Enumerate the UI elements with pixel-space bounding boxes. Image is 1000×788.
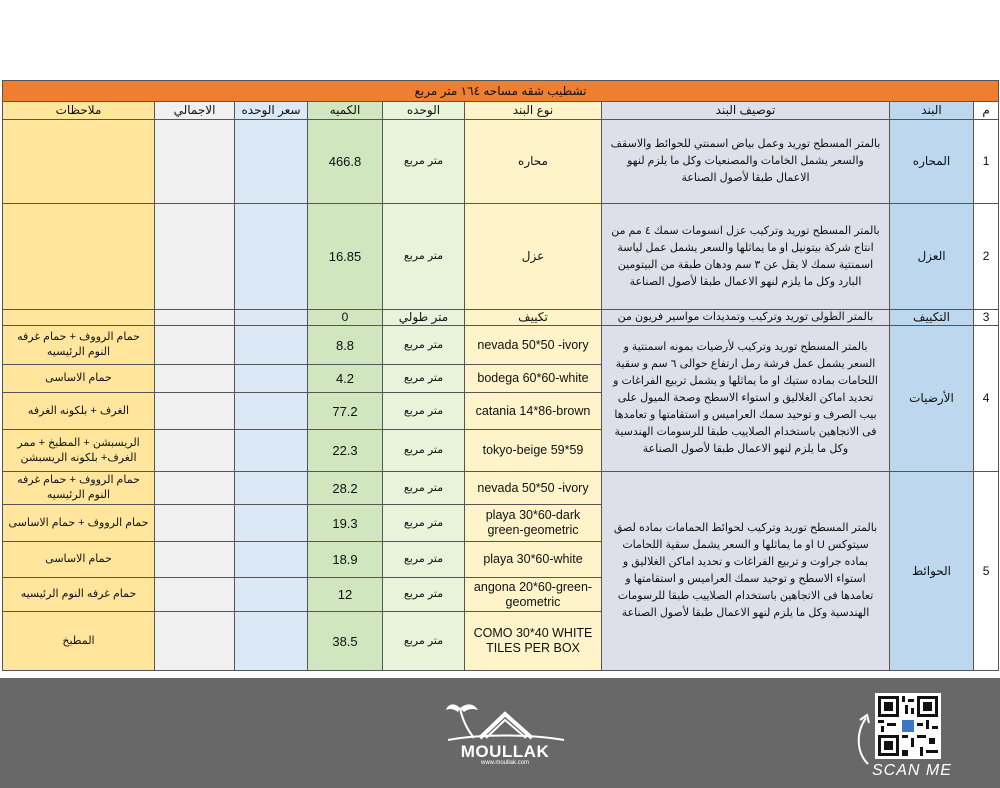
house-palm-icon bbox=[440, 700, 570, 744]
type-cell: tokyo-beige 59*59 bbox=[465, 430, 602, 472]
unit-price-cell bbox=[235, 578, 308, 612]
header-item: البند bbox=[890, 102, 974, 120]
notes-cell: الغرف + بلكونه الغرفه bbox=[3, 393, 155, 430]
desc-cell: بالمتر المسطح توريد وتركيب عزل انسومات سمك ٤ مم من انتاج شركة بيتونيل او ما يماثلها والسعر يشمل عمل لياسة اسمنتية سمك لا يقل عن ٣ سم ودهان طبقة من البيتومين البارد وكل ما يلزم لنهو الاعمال طبقا لأصول الصناعة bbox=[602, 204, 890, 310]
type-cell: تكييف bbox=[465, 310, 602, 326]
unit-cell: متر مربع bbox=[383, 542, 465, 578]
qty-cell: 19.3 bbox=[308, 505, 383, 542]
total-cell bbox=[155, 578, 235, 612]
unit-price-cell bbox=[235, 310, 308, 326]
desc-cell: بالمتر المسطح توريد وتركيب لأرضيات بمونه اسمنتية و السعر يشمل عمل فرشة رمل ارتفاع حوالى ٦ سم و سقية اللحامات بماده ستيك او ما يماثلها و يشمل تربيع الفراغات و تحديد اماكن الغلاليق و استواء الاسطح وصحة الميول على بيب الصرف و توحيد سمك العراميس و استقامتها و تعامدها فى الاتجاهين باستخدام الصلاييب طبقا للرسومات الهندسية وكل ما يلزم لنهو الاعمال طبقا لأصول الصناعة bbox=[602, 326, 890, 472]
unit-price-cell bbox=[235, 430, 308, 472]
header-desc: توصيف البند bbox=[602, 102, 890, 120]
quantities-sheet bbox=[2, 80, 998, 671]
notes-cell: الريسبشن + المطبخ + ممر الغرف+ بلكونه الريسبشن bbox=[3, 430, 155, 472]
type-cell: catania 14*86-brown bbox=[465, 393, 602, 430]
item-cell: المحاره bbox=[890, 120, 974, 204]
qr-code-icon[interactable] bbox=[875, 693, 941, 759]
table-row bbox=[3, 326, 999, 365]
notes-cell: المطبخ bbox=[3, 612, 155, 671]
unit-price-cell bbox=[235, 120, 308, 204]
unit-price-cell bbox=[235, 612, 308, 671]
total-cell bbox=[155, 365, 235, 393]
total-cell bbox=[155, 393, 235, 430]
moullak-logo bbox=[440, 700, 570, 776]
unit-price-cell bbox=[235, 204, 308, 310]
total-cell bbox=[155, 542, 235, 578]
total-cell bbox=[155, 120, 235, 204]
qty-cell: 16.85 bbox=[308, 204, 383, 310]
total-cell bbox=[155, 472, 235, 505]
type-cell: nevada 50*50 -ivory bbox=[465, 472, 602, 505]
type-cell: angona 20*60-green-geometric bbox=[465, 578, 602, 612]
desc-cell: بالمتر الطولى توريد وتركيب وتمديدات مواسير فريون من bbox=[602, 310, 890, 326]
no-cell: 1 bbox=[974, 120, 999, 204]
unit-price-cell bbox=[235, 365, 308, 393]
unit-cell: متر مربع bbox=[383, 472, 465, 505]
unit-cell: متر مربع bbox=[383, 430, 465, 472]
header-unit-price: سعر الوحده bbox=[235, 102, 308, 120]
type-cell: عزل bbox=[465, 204, 602, 310]
title-row bbox=[3, 81, 999, 102]
total-cell bbox=[155, 310, 235, 326]
curved-arrow-icon bbox=[852, 712, 876, 766]
desc-cell: بالمتر المسطح توريد وتركيب لحوائط الحمامات بماده لصق سيتوكس U او ما يماثلها و السعر يشمل سقية اللحامات بماده جراوت و تربيع الفراغات و تحديد اماكن الغلاليق و استواء الاسطح و توحيد سمك العراميس و استقامتها و تعامدها فى الاتجاهين باستخدام الصلاييب طبقا للرسومات الهندسية وكل ما يلزم لنهو الاعمال طبقا لأصول الصناعة bbox=[602, 472, 890, 671]
notes-cell bbox=[3, 204, 155, 310]
unit-cell: متر مربع bbox=[383, 393, 465, 430]
unit-price-cell bbox=[235, 472, 308, 505]
qty-cell: 77.2 bbox=[308, 393, 383, 430]
type-cell: nevada 50*50 -ivory bbox=[465, 326, 602, 365]
table-row bbox=[3, 120, 999, 204]
brand-name: MOULLAK bbox=[460, 742, 550, 761]
qty-cell: 18.9 bbox=[308, 542, 383, 578]
type-cell: bodega 60*60-white bbox=[465, 365, 602, 393]
unit-price-cell bbox=[235, 505, 308, 542]
no-cell: 4 bbox=[974, 326, 999, 472]
unit-cell: متر مربع bbox=[383, 326, 465, 365]
type-cell: playa 30*60-white bbox=[465, 542, 602, 578]
qty-cell: 466.8 bbox=[308, 120, 383, 204]
header-no: م bbox=[974, 102, 999, 120]
total-cell bbox=[155, 326, 235, 365]
header-row bbox=[3, 102, 999, 120]
no-cell: 3 bbox=[974, 310, 999, 326]
unit-cell: متر مربع bbox=[383, 120, 465, 204]
unit-cell: متر مربع bbox=[383, 612, 465, 671]
notes-cell: حمام الرووف + حمام غرفه النوم الرئيسيه bbox=[3, 472, 155, 505]
item-cell: الأرضيات bbox=[890, 326, 974, 472]
item-cell: الحوائط bbox=[890, 472, 974, 671]
type-cell: محاره bbox=[465, 120, 602, 204]
qty-cell: 12 bbox=[308, 578, 383, 612]
no-cell: 2 bbox=[974, 204, 999, 310]
qty-cell: 8.8 bbox=[308, 326, 383, 365]
type-cell: playa 30*60-dark green-geometric bbox=[465, 505, 602, 542]
desc-cell: بالمتر المسطح توريد وعمل بياض اسمنتي للحوائط والاسقف والسعر يشمل الخامات والمصنعيات وكل ما يلزم لنهو الاعمال طبقا لأصول الصناعة bbox=[602, 120, 890, 204]
qty-cell: 22.3 bbox=[308, 430, 383, 472]
header-unit: الوحده bbox=[383, 102, 465, 120]
unit-cell: متر مربع bbox=[383, 505, 465, 542]
header-total: الاجمالي bbox=[155, 102, 235, 120]
brand-website: www.moullak.com bbox=[480, 760, 529, 766]
qty-cell: 0 bbox=[308, 310, 383, 326]
unit-cell: متر طولي bbox=[383, 310, 465, 326]
unit-cell: متر مربع bbox=[383, 204, 465, 310]
table-row bbox=[3, 310, 999, 326]
type-cell: COMO 30*40 WHITE TILES PER BOX bbox=[465, 612, 602, 671]
notes-cell: حمام الرووف + حمام الاساسى bbox=[3, 505, 155, 542]
bill-of-quantities-table bbox=[2, 80, 999, 671]
item-cell: التكييف bbox=[890, 310, 974, 326]
notes-cell: حمام الاساسى bbox=[3, 542, 155, 578]
total-cell bbox=[155, 505, 235, 542]
header-notes: ملاحظات bbox=[3, 102, 155, 120]
table-row bbox=[3, 204, 999, 310]
total-cell bbox=[155, 430, 235, 472]
header-type: نوع البند bbox=[465, 102, 602, 120]
total-cell bbox=[155, 612, 235, 671]
unit-price-cell bbox=[235, 542, 308, 578]
unit-price-cell bbox=[235, 393, 308, 430]
unit-cell: متر مربع bbox=[383, 578, 465, 612]
notes-cell: حمام غرفه النوم الرئيسيه bbox=[3, 578, 155, 612]
scan-me-label: SCAN ME bbox=[872, 762, 952, 779]
notes-cell bbox=[3, 310, 155, 326]
notes-cell bbox=[3, 120, 155, 204]
table-row bbox=[3, 472, 999, 505]
sheet-title: تشطيب شقه مساحه ١٦٤ متر مربع bbox=[3, 81, 999, 102]
qty-cell: 28.2 bbox=[308, 472, 383, 505]
notes-cell: حمام الاساسى bbox=[3, 365, 155, 393]
unit-price-cell bbox=[235, 326, 308, 365]
qty-cell: 4.2 bbox=[308, 365, 383, 393]
notes-cell: حمام الرووف + حمام غرفه النوم الرئيسيه bbox=[3, 326, 155, 365]
item-cell: العزل bbox=[890, 204, 974, 310]
total-cell bbox=[155, 204, 235, 310]
qty-cell: 38.5 bbox=[308, 612, 383, 671]
unit-cell: متر مربع bbox=[383, 365, 465, 393]
header-qty: الكميه bbox=[308, 102, 383, 120]
no-cell: 5 bbox=[974, 472, 999, 671]
